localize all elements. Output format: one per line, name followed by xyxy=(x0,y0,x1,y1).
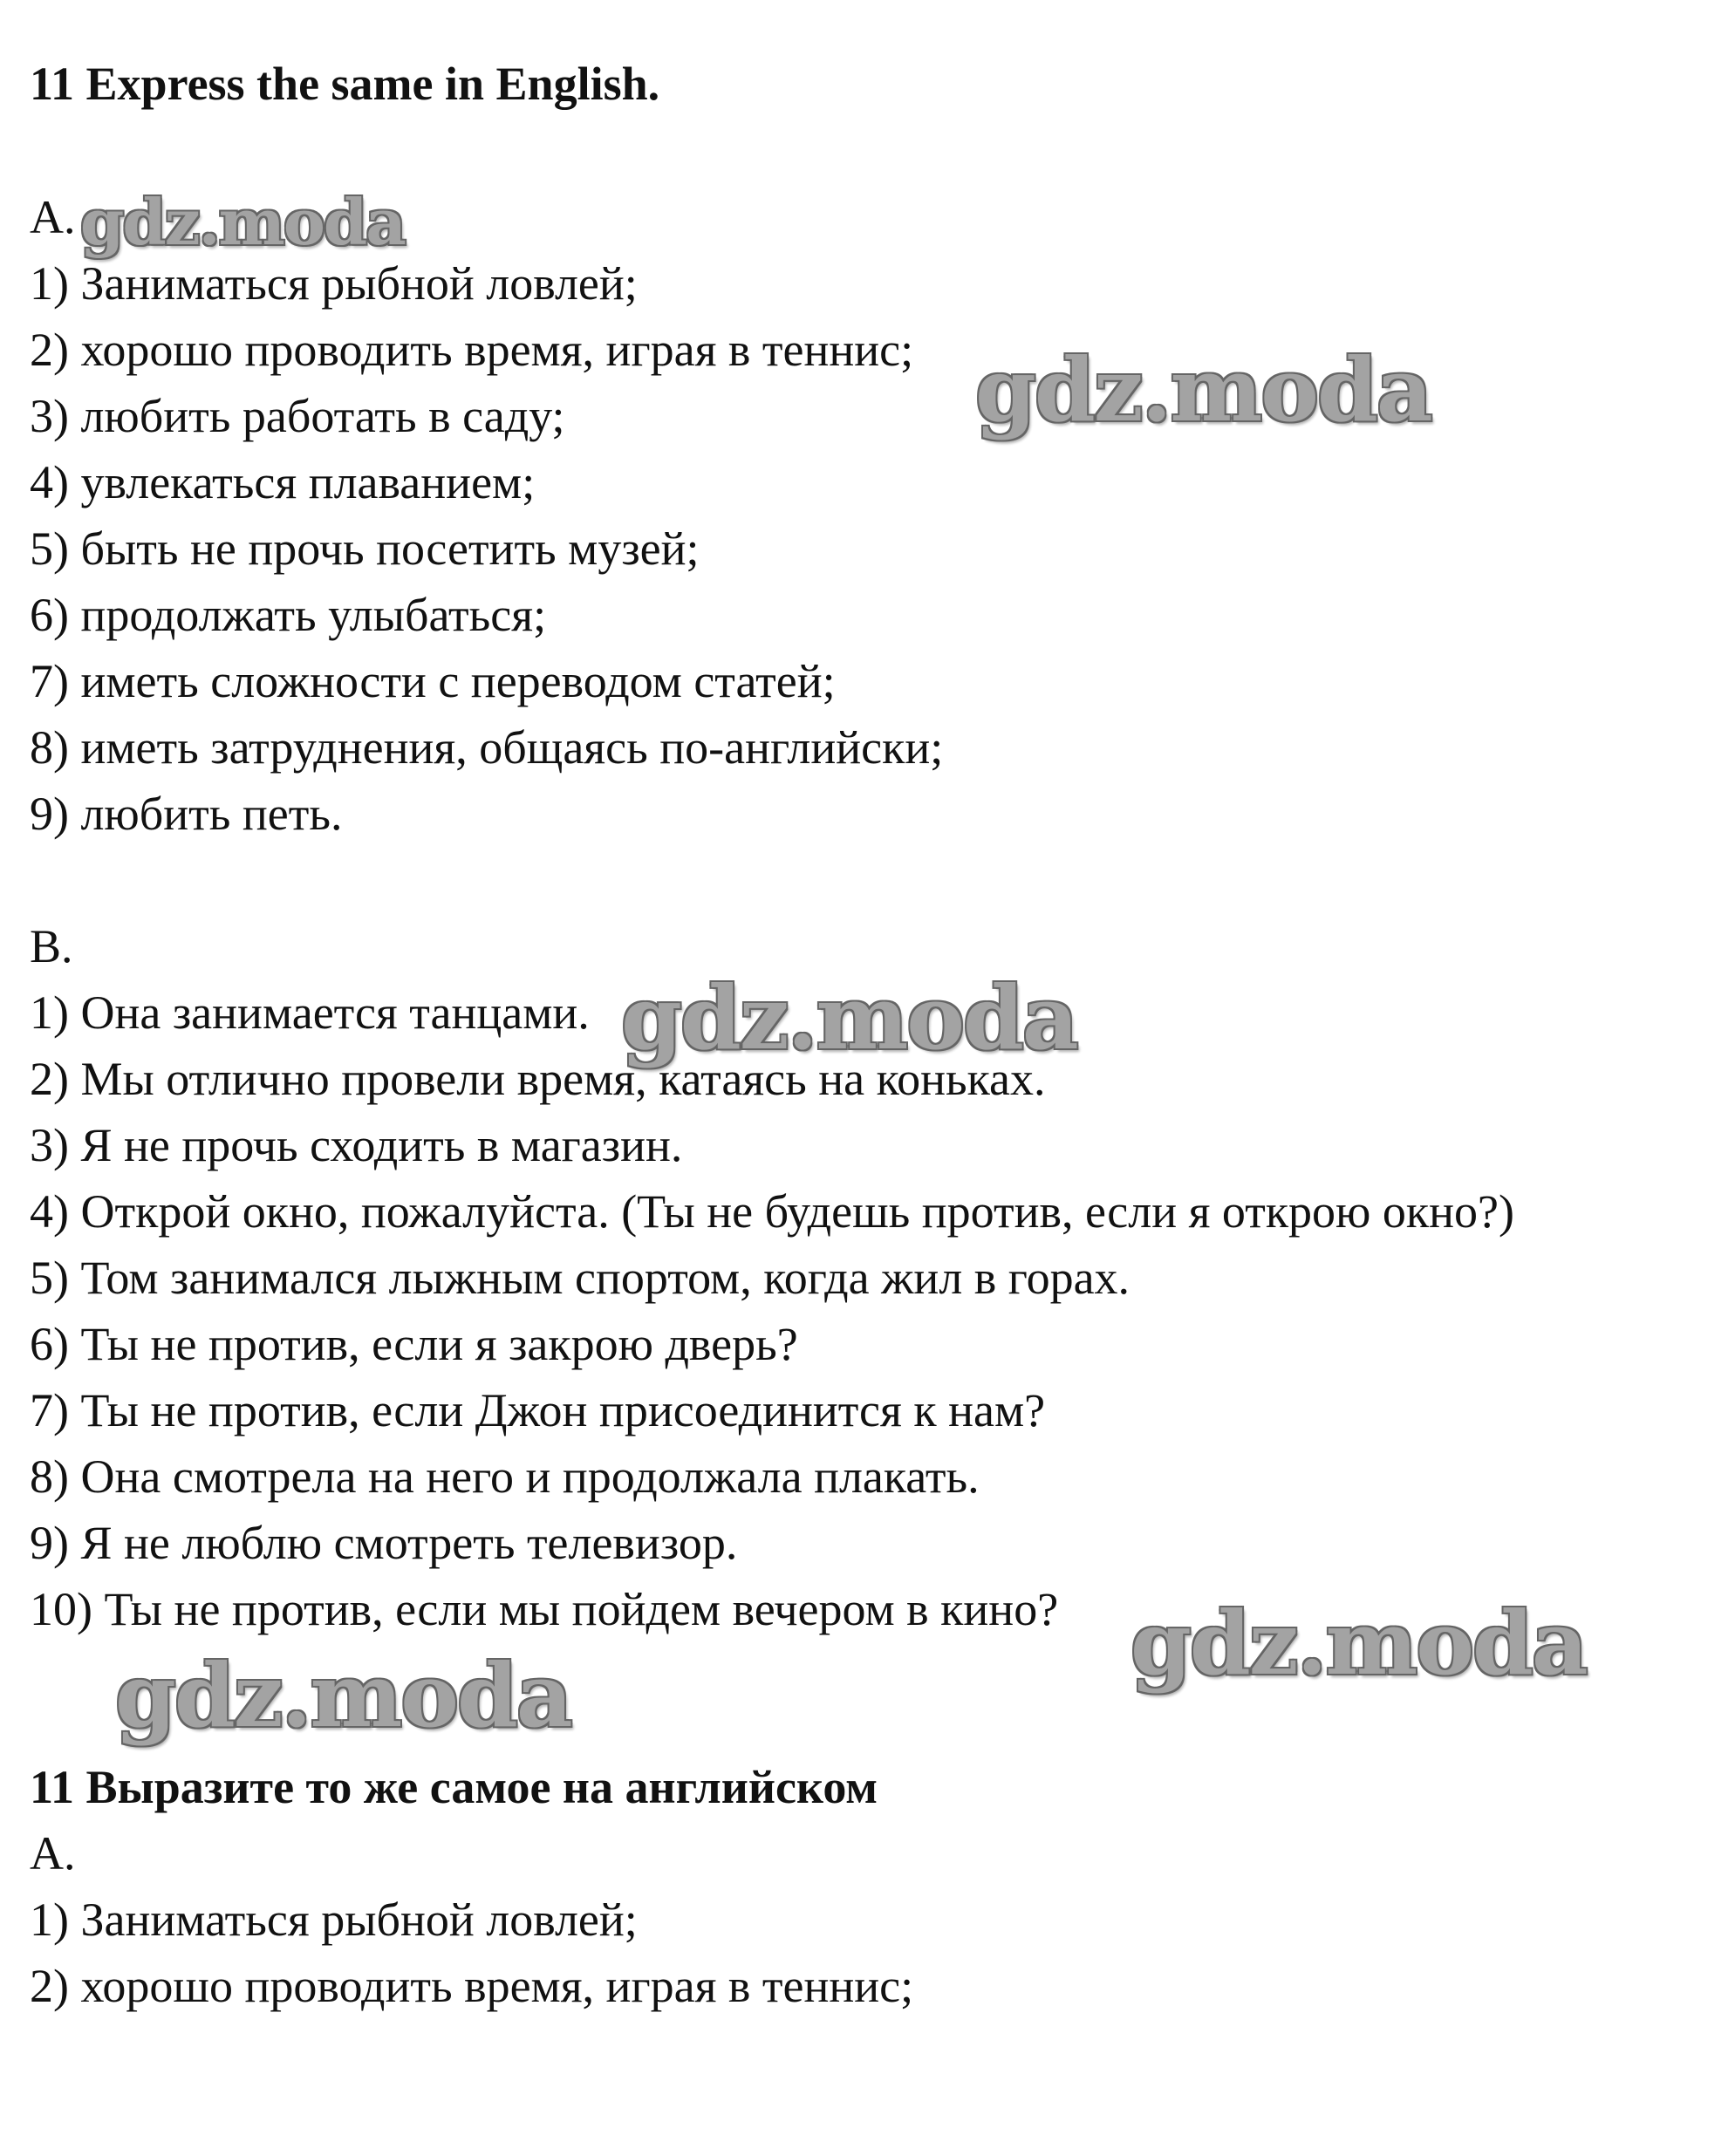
list-item: 7) Ты не против, если Джон присоединится к нам? xyxy=(30,1384,1046,1436)
list-item: 2) хорошо проводить время, играя в теннис; xyxy=(30,1960,914,2012)
list-item: 1) Заниматься рыбной ловлей; xyxy=(30,257,638,310)
list-item: 6) продолжать улыбаться; xyxy=(30,589,547,641)
list-item: 1) Заниматься рыбной ловлей; xyxy=(30,1893,638,1946)
part-b-label: B. xyxy=(30,920,73,972)
watermark: gdz.moda xyxy=(80,185,405,259)
section-heading-ru: 11 Выразите то же самое на английском xyxy=(30,1761,878,1813)
part-a-label-ru: А. xyxy=(30,1827,76,1880)
list-item: 5) Том занимался лыжным спортом, когда жил в горах. xyxy=(30,1252,1130,1304)
list-item: 7) иметь сложности с переводом статей; xyxy=(30,655,836,707)
list-item: 9) любить петь. xyxy=(30,788,343,840)
watermark: gdz.moda xyxy=(1130,1592,1587,1695)
watermark: gdz.moda xyxy=(621,966,1077,1069)
section-heading-en: 11 Express the same in English. xyxy=(30,58,660,110)
watermark: gdz.moda xyxy=(975,338,1431,441)
list-item: 3) любить работать в саду; xyxy=(30,390,565,442)
list-item: 8) Она смотрела на него и продолжала плакать. xyxy=(30,1450,980,1503)
list-item: 4) Открой окно, пожалуйста. (Ты не будешь против, если я открою окно?) xyxy=(30,1185,1514,1238)
list-item: 1) Она занимается танцами. xyxy=(30,986,590,1039)
list-item: 6) Ты не против, если я закрою дверь? xyxy=(30,1318,798,1370)
list-item: 9) Я не люблю смотреть телевизор. xyxy=(30,1517,738,1569)
list-item: 2) Мы отлично провели время, катаясь на коньках. xyxy=(30,1053,1046,1105)
part-a-label: A. xyxy=(30,191,76,243)
list-item: 8) иметь затруднения, общаясь по-английски; xyxy=(30,721,944,774)
list-item: 3) Я не прочь сходить в магазин. xyxy=(30,1119,683,1171)
list-item: 2) хорошо проводить время, играя в теннис; xyxy=(30,324,914,376)
list-item: 4) увлекаться плаванием; xyxy=(30,456,536,508)
list-item: 5) быть не прочь посетить музей; xyxy=(30,522,700,575)
list-item: 10) Ты не против, если мы пойдем вечером в кино? xyxy=(30,1583,1059,1635)
watermark: gdz.moda xyxy=(115,1644,571,1747)
